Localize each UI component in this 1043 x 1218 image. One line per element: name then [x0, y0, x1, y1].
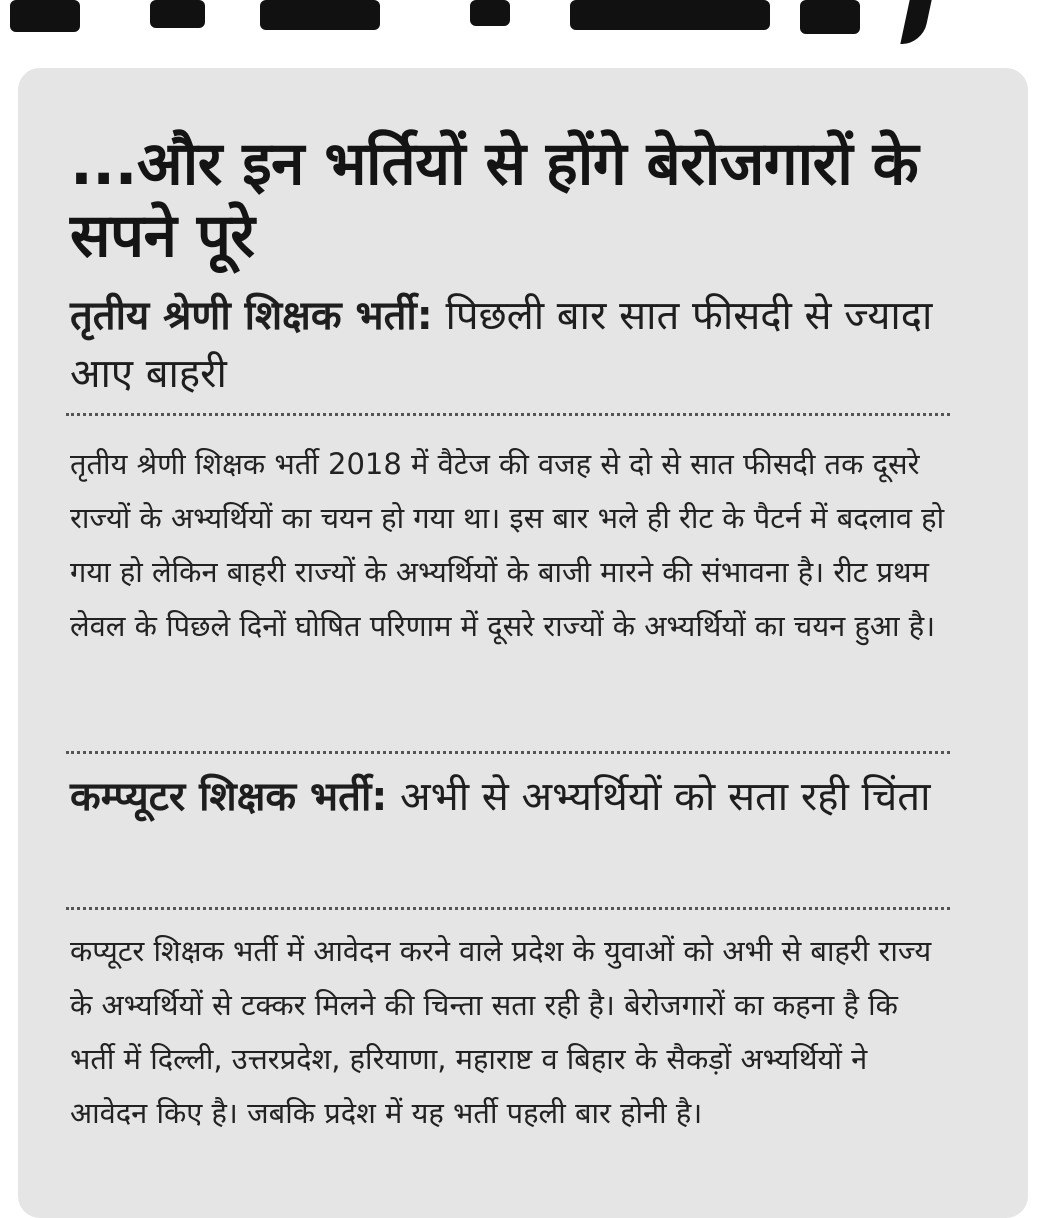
section-2-subhead-rest: अभी से अभ्यर्थियों को सता रही चिंता — [387, 774, 931, 820]
cropped-headline-fragment — [0, 0, 1043, 60]
section-1-subhead — [70, 287, 970, 403]
article-headline: ...और इन भर्तियों से होंगे बेरोजगारों के सपने पूरे — [70, 129, 919, 271]
section-2-subhead — [70, 768, 970, 826]
section-1-subhead-rest: पिछली बार सात फीसदी से ज्यादा आए बाहरी — [70, 293, 933, 397]
section-1-divider — [66, 413, 950, 416]
section-1-body: तृतीय श्रेणी शिक्षक भर्ती 2018 में वैटेज की वजह से दो से सात फीसदी तक दूसरे राज्यों के अभ्यर्थियों का चयन हो गया था। इस बार भले ही रीट के पैटर्न में बदलाव हो गया हो लेकिन बाहरी राज्यों के अभ्यर्थियों के बाजी मारने की संभावना है। रीट प्रथम लेवल के पिछले दिनों घोषित परिणाम में दूसरे राज्यों के अभ्यर्थियों का चयन हुआ है। — [70, 447, 945, 643]
section-2-body: कप्यूटर शिक्षक भर्ती में आवेदन करने वाले प्रदेश के युवाओं को अभी से बाहरी राज्य के अभ्यर्थियों से टक्कर मिलने की चिन्ता सता रही है। बेरोजगारों का कहना है कि भर्ती में दिल्ली, उत्तरप्रदेश, हरियाणा, महाराष्ट व बिहार के सैकड़ों अभ्यर्थियों ने आवेदन किए है। जबकि प्रदेश में यह भर्ती पहली बार होनी है। — [70, 934, 932, 1130]
section-1-subhead-bold: तृतीय श्रेणी शिक्षक भर्ती: — [70, 293, 433, 339]
section-2-subhead-bold: कम्प्यूटर शिक्षक भर्ती: — [70, 774, 388, 820]
section-2-top-divider — [66, 751, 950, 754]
section-2-divider — [66, 907, 950, 910]
